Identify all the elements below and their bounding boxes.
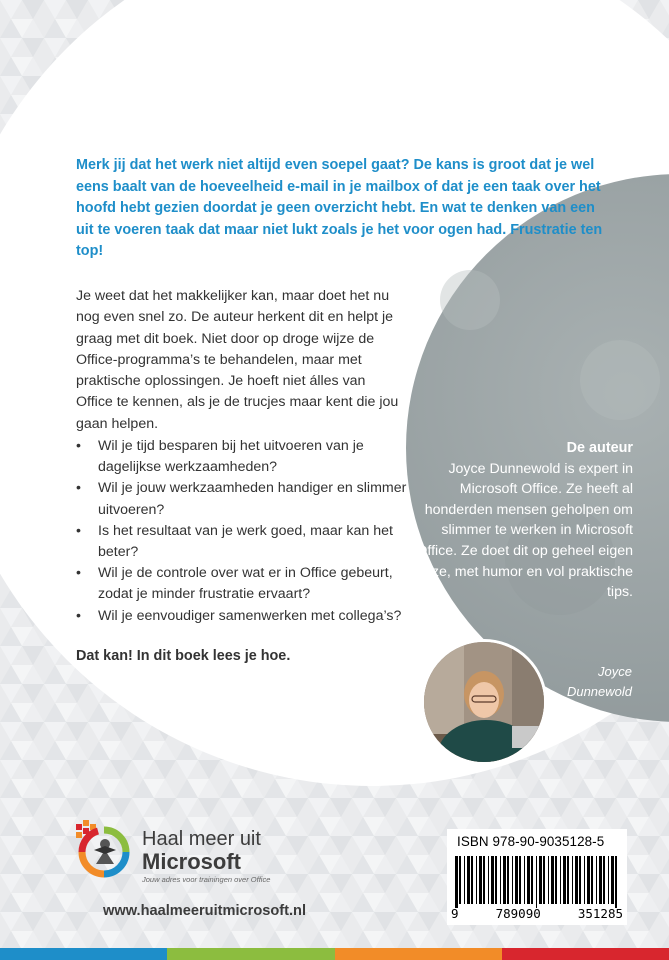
author-caption xyxy=(548,662,632,702)
ean-first-digit: 9 xyxy=(451,906,459,921)
intro-paragraph: Merk jij dat het werk niet altijd even soepel gaat? De kans is groot dat je wel eens baalt van de hoeveelheid e-mail in je mailbox of dat je een taak over het hoofd hebt gezien doordat je geen overzicht hebt. En wat te denken van een uit te voeren taak dat maar niet lukt zoals je het voor ogen had. Frustratie ten top! xyxy=(76,157,603,259)
caption-first-name: Joyce xyxy=(598,664,632,679)
list-item: • Wil je eenvoudiger samenwerken met collega’s? xyxy=(76,606,416,627)
author-section xyxy=(403,438,633,603)
stripe-green xyxy=(167,948,334,960)
list-item: • Wil je jouw werkzaamheden handiger en slimmer uitvoeren? xyxy=(76,478,416,520)
author-bio: Joyce Dunnewold is expert in Microsoft Office. Ze heeft al honderden mensen geholpen om slimmer te werken in Microsoft Office. Ze doet dit op geheel eigen wijze, met humor en vol praktische tips. xyxy=(415,460,633,601)
logo-line2: Microsoft xyxy=(142,849,241,874)
caption-last-name: Dunnewold xyxy=(566,684,632,699)
logo-tagline: Jouw adres voor trainingen over Office xyxy=(142,875,271,884)
color-stripes xyxy=(0,948,669,960)
list-item: • Wil je tijd besparen bij het uitvoeren van je dagelijkse werkzaamheden? xyxy=(76,436,416,478)
logo-line1: Haal meer uit xyxy=(142,828,261,850)
list-item: • Wil je de controle over wat er in Office gebeurt, zodat je minder frustratie ervaart? xyxy=(76,563,416,605)
stripe-blue xyxy=(0,948,167,960)
logo xyxy=(142,828,270,884)
isbn-barcode xyxy=(447,829,627,925)
stripe-orange xyxy=(335,948,502,960)
closing-line: Dat kan! In dit boek lees je hoe. xyxy=(76,648,291,664)
stripe-red xyxy=(502,948,669,960)
ean-digits xyxy=(451,906,623,921)
body-paragraph: Je weet dat het makkelijker kan, maar doet het nu nog even snel zo. De auteur herkent dit en helpt je graag met dit boek. Niet door op droge wijze de Office-programma’s te behandelen, maar met praktische oplossingen. Je hoeft niet álles van Office te kennen, als je de trucjes maar kent die jou gaan helpen. xyxy=(76,288,399,432)
ean-right-group: 351285 xyxy=(577,906,623,921)
isbn-number: ISBN 978-90-9035128-5 xyxy=(457,834,605,849)
author-photo xyxy=(421,639,547,765)
author-portrait-icon xyxy=(424,642,544,762)
website-url: www.haalmeeruitmicrosoft.nl xyxy=(103,903,307,919)
list-item: • Is het resultaat van je werk goed, maar kan het beter? xyxy=(76,521,416,563)
ean-left-group: 789090 xyxy=(495,906,541,921)
logo-mark-icon xyxy=(74,820,134,882)
author-heading: De auteur xyxy=(566,440,633,456)
question-list xyxy=(76,436,416,627)
barcode-icon xyxy=(453,856,621,908)
